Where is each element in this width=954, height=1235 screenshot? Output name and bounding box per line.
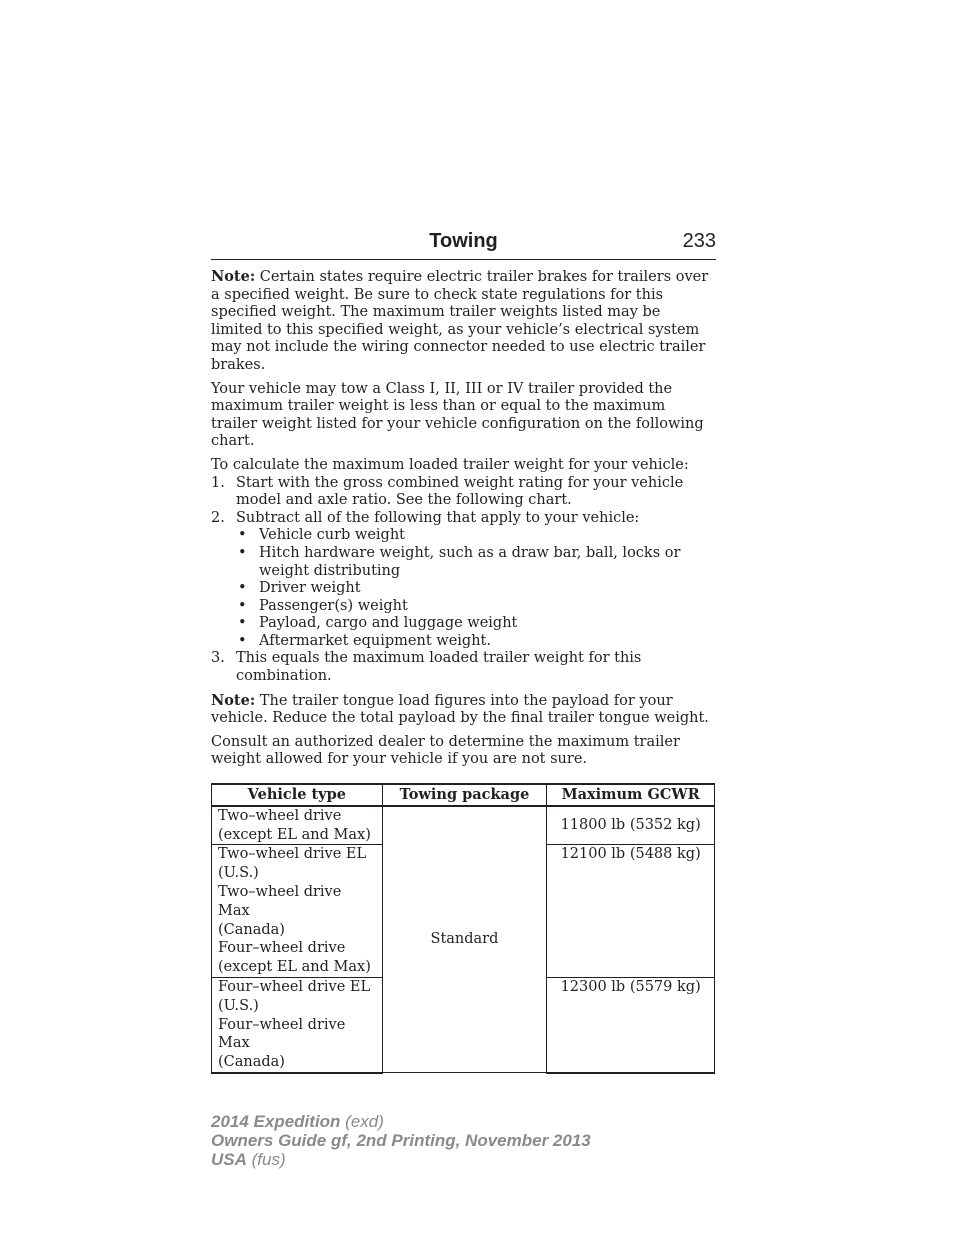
footer-line-3 — [211, 1150, 591, 1169]
note-paragraph — [211, 268, 716, 375]
bullet-icon: • — [238, 580, 247, 597]
vehicle-type-line: Four–wheel drive EL — [218, 979, 371, 995]
gcwr-cell: 12300 lb (5579 kg) — [547, 978, 715, 1073]
bullet-icon: • — [238, 615, 247, 632]
page-body — [211, 268, 716, 1074]
bullet-text: Hitch hardware weight, such as a draw bar, ball, locks or weight distributing — [259, 544, 681, 579]
bullet-icon: • — [238, 527, 247, 544]
bullet-item — [211, 580, 716, 598]
page-footer — [211, 1112, 591, 1169]
step-number: 3. — [211, 650, 225, 667]
bullet-text: Passenger(s) weight — [259, 597, 408, 614]
note-paragraph-2 — [211, 692, 716, 728]
footer-line-2 — [211, 1131, 591, 1150]
towing-package-cell: Standard — [382, 806, 547, 1073]
table-row — [212, 806, 715, 845]
footer-guide-info: Owners Guide gf, 2nd Printing, November 2013 — [211, 1131, 591, 1150]
step-number: 1. — [211, 474, 225, 491]
footer-model: 2014 Expedition — [211, 1112, 341, 1131]
note-text: Certain states require electric trailer brakes for trailers over a specified weight. Be sure to check state regulations for this specified weight. The maximum trailer weights listed may be limited to this specified weight, as your vehicle’s electrical system may not include the wiring connector needed to use electric trailer brakes. — [211, 269, 709, 373]
gcwr-cell: 12100 lb (5488 kg) — [547, 845, 715, 978]
page-header — [211, 228, 716, 260]
vehicle-type-cell — [212, 845, 383, 978]
header-max-gcwr: Maximum GCWR — [547, 784, 715, 806]
note-label: Note: — [211, 691, 256, 709]
bullet-icon: • — [238, 597, 247, 614]
step-text: Start with the gross combined weight rating for your vehicle model and axle ratio. See the following chart. — [236, 474, 684, 509]
footer-model-code: (exd) — [340, 1112, 384, 1131]
bullet-icon: • — [238, 544, 247, 561]
bullet-item — [211, 615, 716, 633]
bullet-item — [211, 598, 716, 616]
header-towing-package: Towing package — [382, 784, 547, 806]
table-header-row — [212, 784, 715, 806]
class-paragraph: Your vehicle may tow a Class I, II, III or IV trailer provided the maximum trailer weight is less than or equal to the maximum trailer weight listed for your vehicle configuration on the following chart. — [211, 380, 704, 450]
calc-intro: To calculate the maximum loaded trailer weight for your vehicle: — [211, 456, 689, 473]
gcwr-table — [211, 783, 715, 1074]
vehicle-type-cell — [212, 806, 383, 845]
bullet-text: Aftermarket equipment weight. — [259, 632, 491, 649]
vehicle-type-line: (U.S.) — [218, 865, 259, 882]
step-2 — [211, 510, 716, 528]
dealer-paragraph: Consult an authorized dealer to determine the maximum trailer weight allowed for your vehicle if you are not sure. — [211, 733, 680, 768]
vehicle-type-line: (U.S.) — [218, 997, 259, 1014]
bullet-item — [211, 527, 716, 545]
vehicle-type-line: (except EL and Max) — [218, 959, 371, 976]
footer-line-1 — [211, 1112, 591, 1131]
vehicle-type-line: (except EL and Max) — [218, 826, 371, 843]
vehicle-type-line: Four–wheel drive — [218, 940, 346, 957]
step-text: Subtract all of the following that apply to your vehicle: — [236, 509, 640, 526]
footer-market: USA — [211, 1150, 247, 1169]
bullet-icon: • — [238, 632, 247, 649]
footer-market-code: (fus) — [246, 1150, 286, 1169]
vehicle-type-cell — [212, 978, 383, 1073]
vehicle-type-line: Two–wheel drive EL — [218, 846, 367, 863]
bullet-text: Driver weight — [259, 580, 361, 597]
page-number: 233 — [682, 230, 716, 252]
step-number: 2. — [211, 509, 225, 526]
vehicle-type-line: (Canada) — [218, 1054, 285, 1071]
step-text: This equals the maximum loaded trailer weight for this combination. — [236, 650, 642, 685]
step-1 — [211, 475, 716, 510]
vehicle-type-line: Two–wheel drive — [218, 807, 342, 824]
vehicle-type-line: Four–wheel drive Max — [218, 1016, 346, 1052]
bullet-text: Payload, cargo and luggage weight — [259, 615, 518, 632]
bullet-item — [211, 545, 716, 580]
gcwr-cell: 11800 lb (5352 kg) — [547, 806, 715, 845]
section-title: Towing — [429, 230, 498, 252]
note-text: The trailer tongue load figures into the payload for your vehicle. Reduce the total payload by the final trailer tongue weight. — [211, 692, 709, 727]
vehicle-type-line: (Canada) — [218, 921, 285, 938]
step-3 — [211, 650, 716, 685]
bullet-text: Vehicle curb weight — [259, 527, 406, 544]
note-label: Note: — [211, 268, 256, 285]
vehicle-type-line: Two–wheel drive Max — [218, 884, 342, 919]
header-vehicle-type: Vehicle type — [212, 784, 383, 806]
bullet-item — [211, 633, 716, 651]
